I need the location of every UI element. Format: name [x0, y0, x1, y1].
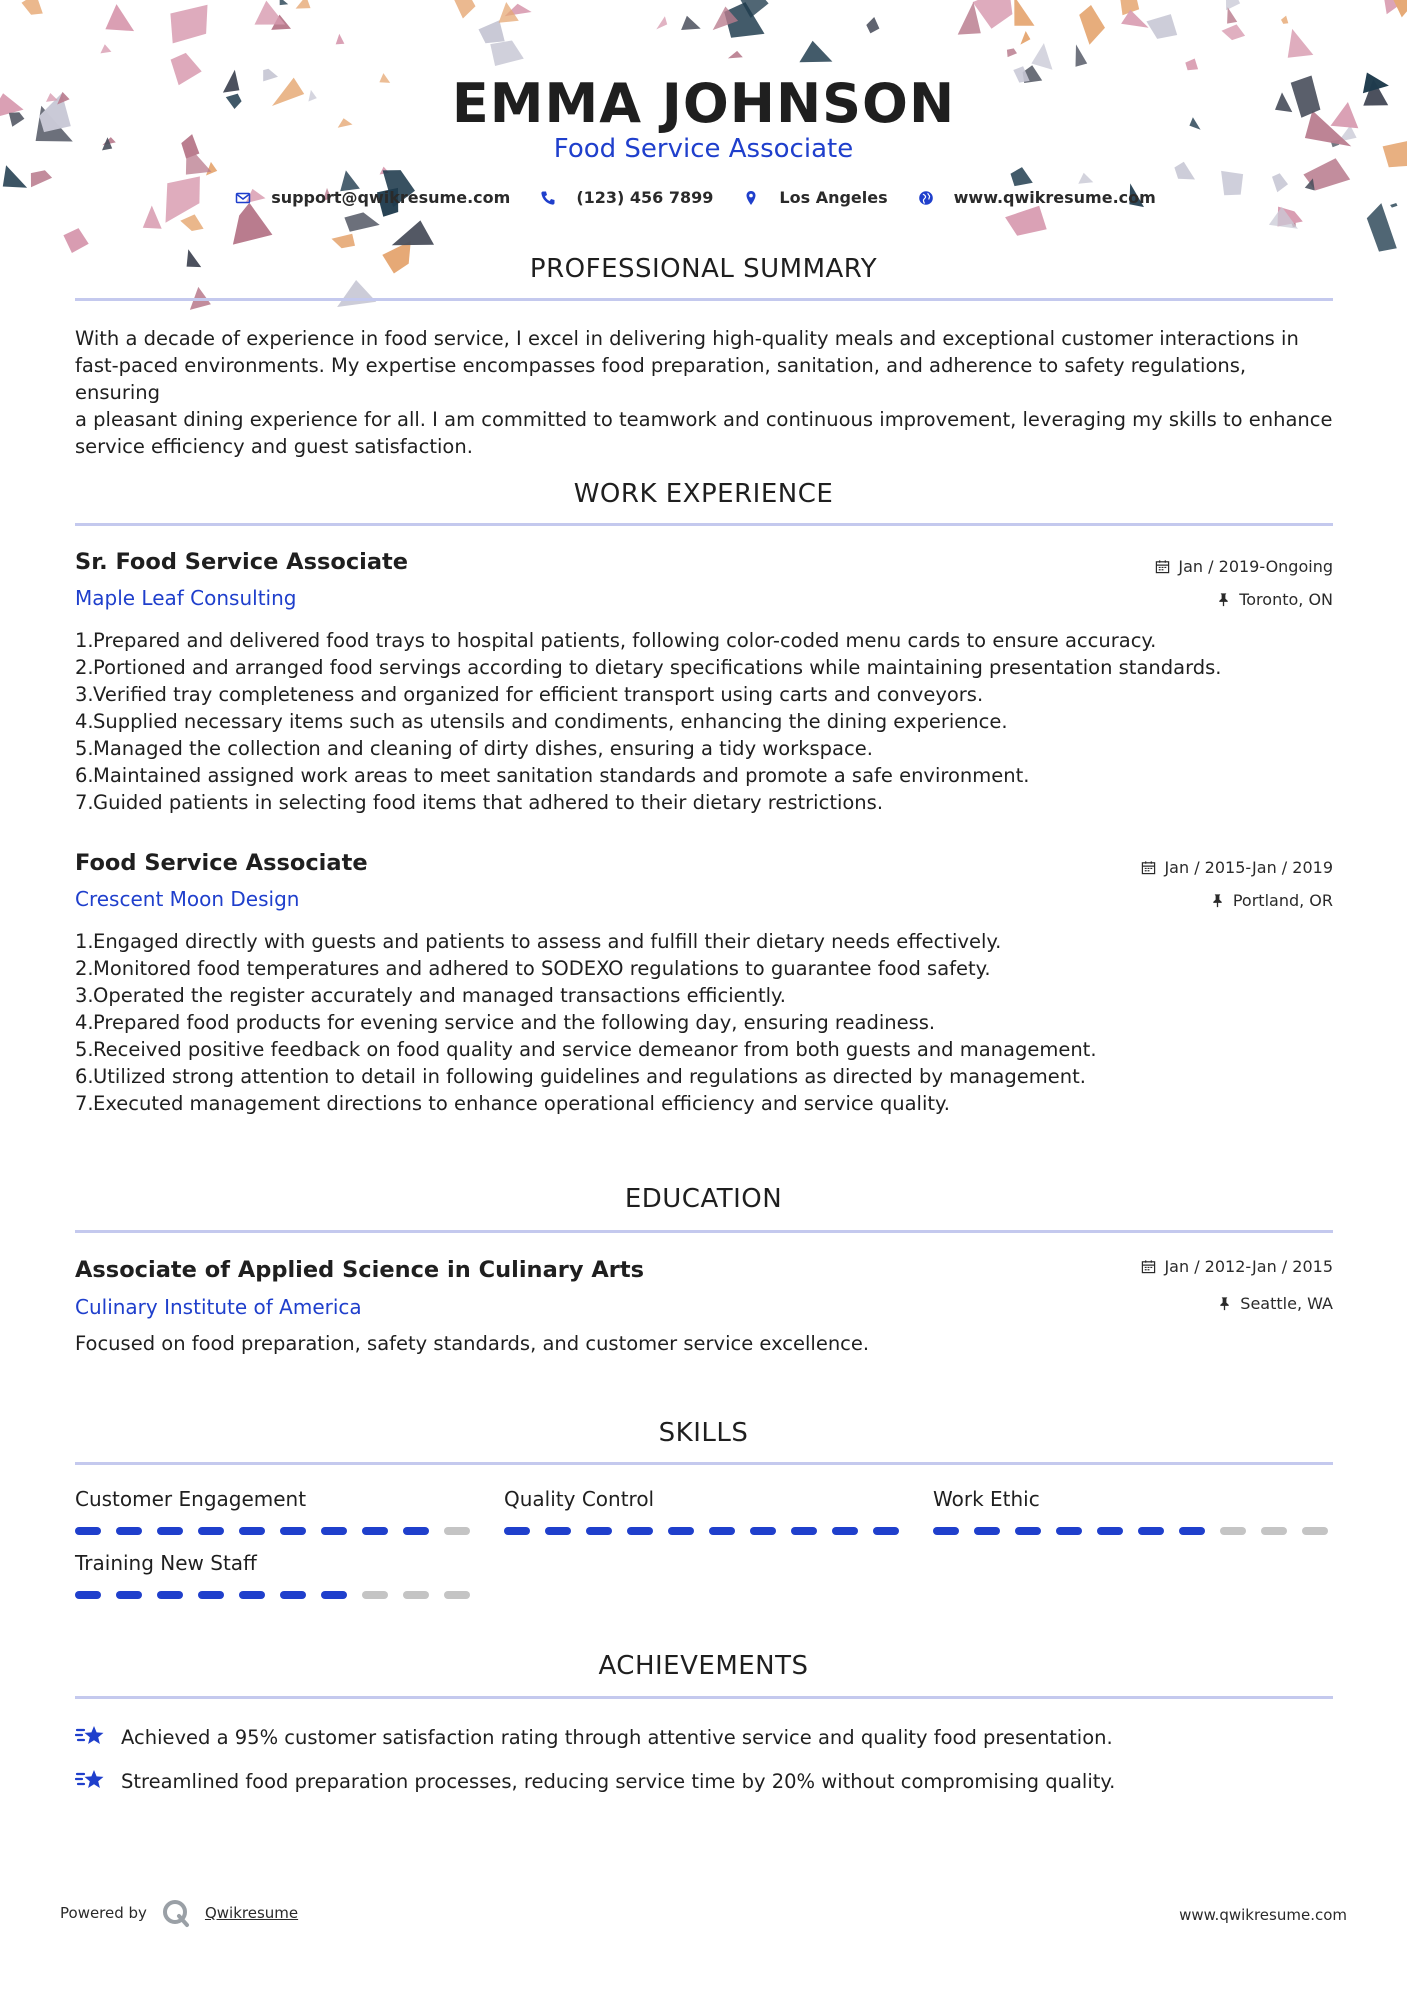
list-item: [75, 1036, 1333, 1063]
skill-level-bar: [504, 1527, 904, 1535]
list-number: 1.: [75, 930, 94, 953]
pushpin-icon: [1217, 1296, 1232, 1311]
skill-item: [504, 1487, 904, 1535]
skill-level-segment: [157, 1591, 183, 1599]
skill-level-segment: [75, 1527, 101, 1535]
skill-level-segment: [750, 1527, 776, 1535]
education-location: [1217, 1294, 1333, 1313]
pushpin-icon: [1216, 592, 1231, 607]
skill-level-segment: [873, 1527, 899, 1535]
contact-website[interactable]: [918, 188, 1156, 207]
list-number: 3.: [75, 984, 94, 1007]
job-location: [1210, 891, 1333, 910]
skill-level-segment: [1015, 1527, 1041, 1535]
education-heading: EDUCATION: [624, 1184, 783, 1214]
list-number: 3.: [75, 683, 94, 706]
job-bullets: [75, 928, 1333, 1117]
skill-level-segment: [198, 1591, 224, 1599]
list-item: [75, 627, 1333, 654]
job-location-text: Toronto, ON: [1239, 590, 1333, 609]
list-number: 4.: [75, 1011, 94, 1034]
skill-level-segment: [321, 1591, 347, 1599]
map-pin-icon: [743, 190, 759, 206]
skill-level-segment: [403, 1527, 429, 1535]
skill-level-segment: [157, 1527, 183, 1535]
list-number: 1.: [75, 629, 94, 652]
job-bullets: [75, 627, 1333, 816]
skill-level-segment: [444, 1527, 470, 1535]
skill-level-segment: [116, 1527, 142, 1535]
list-item: [75, 681, 1333, 708]
list-item: [75, 789, 1333, 816]
calendar-icon: [1141, 1259, 1156, 1274]
list-text: Portioned and arranged food servings according to dietary specifications while maintaining presentation standards.: [93, 656, 1222, 679]
contact-bar: [0, 188, 1407, 207]
experience-divider: [75, 523, 1333, 526]
education-location-text: Seattle, WA: [1240, 1294, 1333, 1313]
list-item: [75, 735, 1333, 762]
skill-level-segment: [280, 1591, 306, 1599]
skill-level-segment: [933, 1527, 959, 1535]
skill-level-segment: [75, 1591, 101, 1599]
skill-level-segment: [832, 1527, 858, 1535]
experience-heading: WORK EXPERIENCE: [573, 479, 834, 509]
skill-level-segment: [1056, 1527, 1082, 1535]
list-number: 5.: [75, 737, 94, 760]
candidate-title: Food Service Associate: [553, 134, 854, 164]
list-item: [75, 1063, 1333, 1090]
list-item: [75, 982, 1333, 1009]
skill-item: [75, 1487, 475, 1535]
list-text: Prepared food products for evening service and the following day, ensuring readiness.: [93, 1011, 936, 1034]
skill-level-segment: [362, 1591, 388, 1599]
contact-email-text: support@qwikresume.com: [271, 188, 511, 207]
skill-name: Customer Engagement: [75, 1487, 307, 1511]
qwikresume-logo-icon: [161, 1898, 191, 1928]
pushpin-icon: [1210, 893, 1225, 908]
calendar-icon: [1141, 860, 1156, 875]
achievement-text: Achieved a 95% customer satisfaction rating through attentive service and quality food presentation.: [121, 1725, 1113, 1749]
contact-phone[interactable]: [540, 188, 713, 207]
shooting-star-icon: [75, 1722, 107, 1752]
skill-level-segment: [504, 1527, 530, 1535]
skill-level-segment: [1302, 1527, 1328, 1535]
skill-level-segment: [1179, 1527, 1205, 1535]
skill-level-segment: [198, 1527, 224, 1535]
list-item: [75, 928, 1333, 955]
skill-level-segment: [709, 1527, 735, 1535]
list-number: 2.: [75, 957, 94, 980]
education-description: Focused on food preparation, safety standards, and customer service excellence.: [75, 1332, 870, 1355]
summary-line: a pleasant dining experience for all. I am committed to teamwork and continuous improvement, leveraging my skills to enhance: [75, 408, 1333, 431]
list-text: Prepared and delivered food trays to hospital patients, following color-coded menu cards to ensure accuracy.: [93, 629, 1157, 652]
qwikresume-link[interactable]: Qwikresume: [204, 1904, 299, 1922]
list-text: Verified tray completeness and organized for efficient transport using carts and conveyors.: [93, 683, 984, 706]
skill-level-segment: [403, 1591, 429, 1599]
skill-level-bar: [75, 1527, 475, 1535]
list-number: 4.: [75, 710, 94, 733]
job-dates-text: Jan / 2015-Jan / 2019: [1164, 858, 1333, 877]
achievement-item: [75, 1722, 1113, 1752]
skill-level-segment: [974, 1527, 1000, 1535]
skill-level-segment: [791, 1527, 817, 1535]
candidate-name: EMMA JOHNSON: [451, 72, 956, 135]
list-text: Utilized strong attention to detail in following guidelines and regulations as directed by management.: [93, 1065, 1086, 1088]
list-number: 2.: [75, 656, 94, 679]
job-company: Maple Leaf Consulting: [75, 586, 297, 610]
skill-name: Training New Staff: [75, 1551, 257, 1575]
powered-by-label: Powered by: [60, 1904, 147, 1922]
skill-level-segment: [116, 1591, 142, 1599]
skill-level-segment: [362, 1527, 388, 1535]
list-number: 7.: [75, 791, 94, 814]
education-degree: Associate of Applied Science in Culinary Arts: [75, 1257, 645, 1283]
list-text: Maintained assigned work areas to meet sanitation standards and promote a safe environment.: [93, 764, 1030, 787]
list-item: [75, 955, 1333, 982]
skill-name: Quality Control: [504, 1487, 655, 1511]
contact-email[interactable]: [235, 188, 510, 207]
summary-heading: PROFESSIONAL SUMMARY: [529, 254, 878, 284]
skill-level-segment: [1138, 1527, 1164, 1535]
shooting-star-icon: [75, 1766, 107, 1796]
achievement-text: Streamlined food preparation processes, reducing service time by 20% without compromising quality.: [121, 1769, 1116, 1793]
skill-level-segment: [1097, 1527, 1123, 1535]
summary-text: [75, 325, 1333, 460]
summary-line: With a decade of experience in food service, I excel in delivering high-quality meals and exceptional customer interactions in: [75, 327, 1299, 350]
job-location-text: Portland, OR: [1232, 891, 1333, 910]
footer-website[interactable]: www.qwikresume.com: [1179, 1906, 1347, 1924]
job-title: Food Service Associate: [75, 850, 368, 876]
summary-line: service efficiency and guest satisfaction.: [75, 435, 473, 458]
skill-level-segment: [321, 1527, 347, 1535]
education-dates-text: Jan / 2012-Jan / 2015: [1164, 1257, 1333, 1276]
job-dates: [1155, 557, 1333, 576]
skill-level-segment: [1261, 1527, 1287, 1535]
envelope-icon: [235, 190, 251, 206]
globe-icon: [918, 190, 934, 206]
list-text: Monitored food temperatures and adhered to SODEXO regulations to guarantee food safety.: [93, 957, 991, 980]
education-school: Culinary Institute of America: [75, 1295, 362, 1319]
summary-line: fast-paced environments. My expertise encompasses food preparation, sanitation, and adherence to safety regulations, ensuring: [75, 354, 1247, 404]
list-text: Received positive feedback on food quality and service demeanor from both guests and management.: [93, 1038, 1097, 1061]
contact-location-text: Los Angeles: [779, 188, 888, 207]
skill-item: [933, 1487, 1333, 1535]
list-number: 6.: [75, 764, 94, 787]
skill-level-segment: [668, 1527, 694, 1535]
skill-level-segment: [239, 1527, 265, 1535]
skills-divider: [75, 1462, 1333, 1465]
list-item: [75, 708, 1333, 735]
skill-level-segment: [444, 1591, 470, 1599]
contact-phone-text: (123) 456 7899: [576, 188, 714, 207]
achievement-item: [75, 1766, 1115, 1796]
list-text: Supplied necessary items such as utensils and condiments, enhancing the dining experience.: [93, 710, 1008, 733]
list-number: 7.: [75, 1092, 94, 1115]
list-number: 5.: [75, 1038, 94, 1061]
contact-location: [743, 188, 887, 207]
list-text: Operated the register accurately and managed transactions efficiently.: [93, 984, 786, 1007]
skill-level-bar: [75, 1591, 475, 1599]
skill-level-segment: [1220, 1527, 1246, 1535]
list-item: [75, 1009, 1333, 1036]
skill-level-segment: [627, 1527, 653, 1535]
job-title: Sr. Food Service Associate: [75, 549, 409, 575]
skill-level-segment: [239, 1591, 265, 1599]
list-item: [75, 1090, 1333, 1117]
list-text: Managed the collection and cleaning of dirty dishes, ensuring a tidy workspace.: [93, 737, 873, 760]
job-location: [1216, 590, 1333, 609]
footer-powered-by: [60, 1898, 298, 1928]
contact-website-text: www.qwikresume.com: [953, 188, 1156, 207]
list-number: 6.: [75, 1065, 94, 1088]
education-dates: [1141, 1257, 1333, 1276]
skill-level-segment: [545, 1527, 571, 1535]
skill-item: [75, 1551, 475, 1599]
list-text: Executed management directions to enhance operational efficiency and service quality.: [93, 1092, 950, 1115]
calendar-icon: [1155, 559, 1170, 574]
phone-icon: [540, 190, 556, 206]
list-item: [75, 654, 1333, 681]
summary-divider: [75, 298, 1333, 301]
education-divider: [75, 1230, 1333, 1233]
list-text: Engaged directly with guests and patients to assess and fulfill their dietary needs effectively.: [93, 930, 1002, 953]
achievements-heading: ACHIEVEMENTS: [598, 1651, 809, 1681]
list-text: Guided patients in selecting food items that adhered to their dietary restrictions.: [93, 791, 884, 814]
job-company: Crescent Moon Design: [75, 887, 300, 911]
job-dates-text: Jan / 2019-Ongoing: [1178, 557, 1333, 576]
skills-heading: SKILLS: [658, 1418, 749, 1448]
skill-level-segment: [586, 1527, 612, 1535]
skill-name: Work Ethic: [933, 1487, 1040, 1511]
skill-level-segment: [280, 1527, 306, 1535]
skill-level-bar: [933, 1527, 1333, 1535]
achievements-divider: [75, 1696, 1333, 1699]
job-dates: [1141, 858, 1333, 877]
list-item: [75, 762, 1333, 789]
